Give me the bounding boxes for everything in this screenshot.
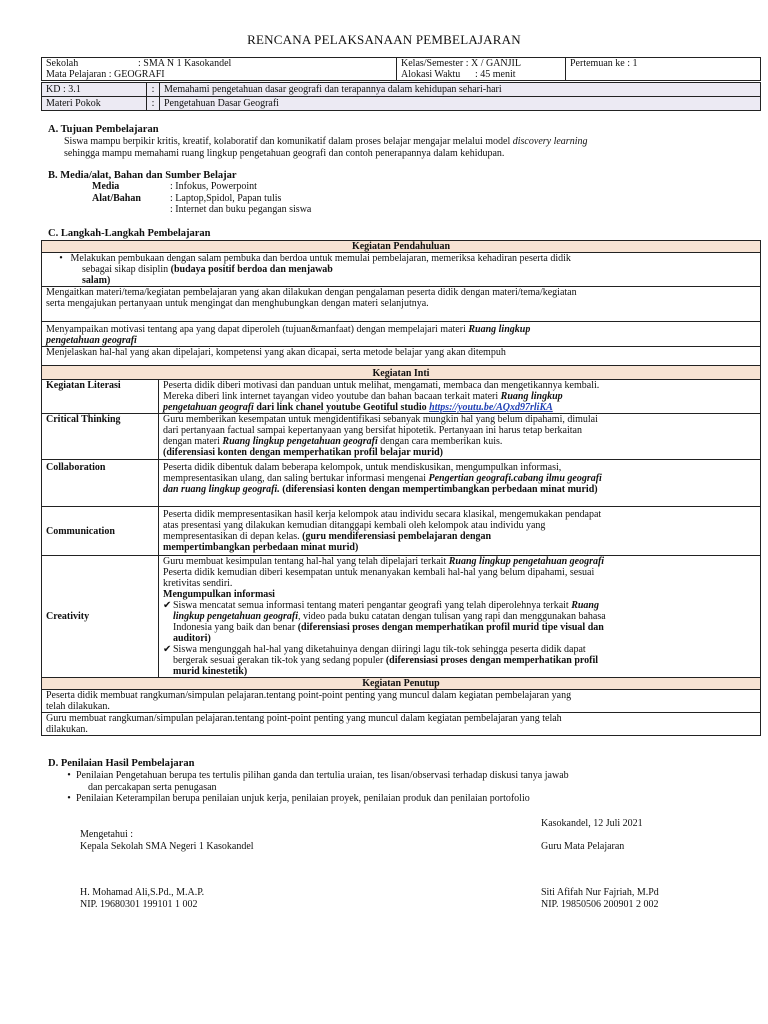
pendahuluan-band: Kegiatan Pendahuluan xyxy=(42,241,761,253)
cre4: Mengumpulkan informasi xyxy=(163,589,275,600)
kepsek-nip: NIP. 19680301 199101 1 002 xyxy=(80,899,198,910)
kepsek-name: H. Mohamad Ali,S.Pd., M.A.P. xyxy=(80,887,205,898)
identity-table xyxy=(41,57,761,81)
mengetahui: Mengetahui : xyxy=(80,829,134,840)
lit2b: Ruang lingkup xyxy=(500,391,563,402)
pendahuluan-row-1 xyxy=(42,253,761,287)
p1d: salam) xyxy=(82,275,111,286)
guru-title: Guru Mata Pelajaran xyxy=(541,841,625,852)
mapel-value: : GEOGRAFI xyxy=(108,69,165,80)
lit3b: dari link chanel youtube Geotiful studio xyxy=(256,402,427,413)
communication-label: Communication xyxy=(42,507,159,556)
p4: Menjelaskan hal-hal yang akan dipelajari, kompetensi yang akan dicapai, serta metode belajar yang akan ditempuh xyxy=(46,347,506,358)
p2a: Mengaitkan materi/tema/kegiatan pembelajaran yang akan dilakukan dengan pengalaman peserta didik dengan materi/tema/kegiatan xyxy=(46,287,577,298)
com3b: (guru mendiferensiasi pembelajaran dengan xyxy=(302,531,492,542)
creativity-label: Creativity xyxy=(42,556,159,678)
d1b: dan percakapan serta penugasan xyxy=(88,781,217,793)
inti-band: Kegiatan Inti xyxy=(42,366,761,380)
lit3a: pengetahuan geografi xyxy=(163,402,254,413)
pen1a: Peserta didik membuat rangkuman/simpulan pelajaran.tentang point-point penting yang muncul dalam kegiatan pembelajaran yang xyxy=(46,690,572,701)
com1: Peserta didik mempresentasikan hasil kerja kelompok atau individu secara klasikal, mengemukakan pendapat xyxy=(163,509,602,520)
penutup-row-1 xyxy=(42,690,761,713)
section-b-title: B. Media/alat, Bahan dan Sumber Belajar xyxy=(48,170,237,181)
d2: Penilaian Keterampilan berupa penilaian unjuk kerja, penilaian proyek, penilaian produk dan penilaian portofolio xyxy=(76,793,530,804)
steps-table xyxy=(41,240,761,736)
col3a: dan ruang lingkup geografi. xyxy=(163,484,280,495)
ct3a: dengan materi xyxy=(163,436,220,447)
materi-colon: : xyxy=(147,97,160,111)
kepsek-title: Kepala Sekolah SMA Negeri 1 Kasokandel xyxy=(80,841,254,852)
place-date: Kasokandel, 12 Juli 2021 xyxy=(541,818,643,829)
cre1a: Guru membuat kesimpulan tentang hal-hal yang telah dipelajari terkait xyxy=(163,556,447,567)
col1: Peserta didik dibentuk dalam beberapa kelompok, untuk mendiskusikan, mengumpulkan informasi, xyxy=(163,462,562,473)
pendahuluan-row-3 xyxy=(42,322,761,347)
section-b-body xyxy=(92,181,492,216)
alokasi-label: Alokasi Waktu xyxy=(401,69,461,80)
cre6b: , video pada buku catatan dengan tulisan yang rapi dan menggunakan bahasa xyxy=(298,611,606,622)
cell-sekolah-mapel xyxy=(42,58,397,81)
kd-table xyxy=(41,82,761,111)
alat-value-1: : Laptop,Spidol, Papan tulis xyxy=(170,192,282,204)
cre8: auditori) xyxy=(173,633,211,644)
cre7a: Indonesia yang baik dan benar xyxy=(173,622,296,633)
alat-label: Alat/Bahan xyxy=(92,192,141,204)
kd-colon: : xyxy=(147,83,160,97)
p3b: Ruang lingkup xyxy=(468,324,531,335)
materi-label: Materi Pokok xyxy=(42,97,147,111)
cell-kelas-alokasi xyxy=(397,58,566,81)
cre3: kretivitas sendiri. xyxy=(163,578,233,589)
pendahuluan-row-4 xyxy=(42,347,761,366)
sekolah-label: Sekolah xyxy=(46,58,79,69)
critical-thinking-content xyxy=(159,414,761,460)
section-d-body xyxy=(62,770,762,805)
media-value: : Infokus, Powerpoint xyxy=(170,181,257,192)
communication-content xyxy=(159,507,761,556)
tujuan-line2: sehingga mampu memahami ruang lingkup pengetahuan geografi dan contoh penerapannya dalam kehidupan. xyxy=(64,147,505,159)
cre10b: (diferensiasi proses dengan memperhatikan profil xyxy=(385,655,599,666)
lit2a: Mereka diberi link internet tayangan video youtube dan bahan bacaan terkait materi xyxy=(163,391,499,402)
penutup-band: Kegiatan Penutup xyxy=(42,678,761,690)
p1b: sebagai sikap disiplin xyxy=(82,264,169,275)
lit1: Peserta didik diberi motivasi dan panduan untuk melihat, mengamati, membaca dan mengetikannya kembali. xyxy=(163,380,600,391)
ct4: (diferensiasi konten dengan memperhatikan profil belajar murid) xyxy=(163,447,444,458)
kd-value: Memahami pengetahuan dasar geografi dan terapannya dalam kehidupan sehari-hari xyxy=(160,83,761,97)
cre10a: bergerak sesuai gerakan tik-tok yang sedang populer xyxy=(173,655,384,666)
cre1b: Ruang lingkup pengetahuan geografi xyxy=(448,556,605,567)
ct3c: dengan cara memberikan kuis. xyxy=(380,436,503,447)
col3b: (diferensiasi konten dengan mempertimbangkan perbedaan minat murid) xyxy=(282,484,598,495)
checkmark-icon: ✔ xyxy=(163,600,172,611)
col2b: Pengertian geografi.cabang ilmu geografi xyxy=(428,473,602,484)
p1c: (budaya positif berdoa dan menjawab xyxy=(170,264,333,275)
creativity-content xyxy=(159,556,761,678)
p2b: serta mengajukan pertanyaan untuk mengingat dan menghubungkan dengan materi selanjutnya. xyxy=(46,298,429,309)
bullet-icon: • xyxy=(59,253,63,264)
ct3b: Ruang lingkup pengetahuan geografi xyxy=(222,436,378,447)
media-label: Media xyxy=(92,181,120,192)
kd-label: KD : 3.1 xyxy=(42,83,147,97)
pertemuan: Pertemuan ke : 1 xyxy=(570,58,638,69)
section-a-title: A. Tujuan Pembelajaran xyxy=(48,124,159,135)
materi-value: Pengetahuan Dasar Geografi xyxy=(160,97,761,111)
p3a: Menyampaikan motivasi tentang apa yang dapat diperoleh (tujuan&manfaat) dengan mempelajari materi xyxy=(46,324,466,335)
kelas-semester: Kelas/Semester : X / GANJIL xyxy=(401,58,521,69)
pen2b: dilakukan. xyxy=(46,724,88,735)
cre5b: Ruang xyxy=(571,600,599,611)
tujuan-line1: Siswa mampu berpikir kritis, kreatif, kolaboratif dan komunikatif dalam proses belajar mengajar melalui model xyxy=(64,136,511,147)
pen1b: telah dilakukan. xyxy=(46,701,110,712)
mapel-label: Mata Pelajaran xyxy=(46,69,107,80)
ct1: Guru memberikan kesempatan untuk mengidentifikasi sebanyak mungkin hal yang belum dipahami, dimulai xyxy=(163,414,598,425)
bullet-icon: • xyxy=(67,770,71,781)
com4: mempertimbangkan perbedaan minat murid) xyxy=(163,542,359,553)
pendahuluan-row-2 xyxy=(42,287,761,322)
cre5a: Siswa mencatat semua informasi tentang materi pengantar geografi yang telah diperolehnya terkait xyxy=(173,600,569,611)
critical-thinking-label: Critical Thinking xyxy=(42,414,159,460)
guru-name: Siti Afifah Nur Fajriah, M.Pd xyxy=(541,887,659,898)
col2a: mempresentasikan ulang, dan saling bertukar informasi mengenai xyxy=(163,473,426,484)
d1a: Penilaian Pengetahuan berupa tes tertulis pilihan ganda dan tertulia uraian, tes lisan/observasi terhadap diskusi tanya jawab xyxy=(76,770,569,781)
bullet-icon: • xyxy=(67,793,71,804)
literasi-content xyxy=(159,380,761,414)
cell-pertemuan xyxy=(566,58,761,81)
penutup-row-2 xyxy=(42,713,761,736)
alat-value-2: : Internet dan buku pegangan siswa xyxy=(170,204,312,215)
p3c: pengetahuan geografi xyxy=(46,335,137,346)
collaboration-label: Collaboration xyxy=(42,460,159,507)
section-d-title: D. Penilaian Hasil Pembelajaran xyxy=(48,758,195,769)
section-a-body xyxy=(64,136,744,159)
section-c-title: C. Langkah-Langkah Pembelajaran xyxy=(48,228,211,239)
literasi-label: Kegiatan Literasi xyxy=(42,380,159,414)
com2: atas presentasi yang dilakukan kemudian ditanggapi kembali oleh kelompok atau individu yang xyxy=(163,520,546,531)
youtube-link[interactable]: https://youtu.be/AQxd97rliKA xyxy=(429,402,553,413)
ct2: dari pertanyaan factual sampai kepertanyaan yang bersifat hipotetik. Pertanyaan ini harus tetap berkaitan xyxy=(163,425,582,436)
cre11: murid kinestetik) xyxy=(173,666,248,677)
collaboration-content xyxy=(159,460,761,507)
alokasi-value: : 45 menit xyxy=(475,69,516,80)
document-title: RENCANA PELAKSANAAN PEMBELAJARAN xyxy=(247,32,521,47)
com3a: mempresentasikan di depan kelas. xyxy=(163,531,300,542)
p1a: Melakukan pembukaan dengan salam pembuka dan berdoa untuk memulai pembelajaran, memeriksa kehadiran peserta didik xyxy=(70,253,571,264)
checkmark-icon: ✔ xyxy=(163,644,172,655)
guru-nip: NIP. 19850506 200901 2 002 xyxy=(541,899,659,910)
cre7b: (diferensiasi proses dengan memperhatikan profil murid tipe visual dan xyxy=(297,622,604,633)
tujuan-model: discovery learning xyxy=(512,136,588,147)
sekolah-value: : SMA N 1 Kasokandel xyxy=(138,58,232,69)
cre6a: lingkup pengetahuan geografi xyxy=(173,611,299,622)
cre9: Siswa mengunggah hal-hal yang diketahuinya dengan diiringi lagu tik-tok sehingga peserta didik dapat xyxy=(173,644,586,655)
cre2: Peserta didik kemudian diberi kesempatan untuk menanyakan kembali hal-hal yang belum dipahami, sesuai xyxy=(163,567,595,578)
pen2a: Guru membuat rangkuman/simpulan pelajaran.tentang point-point penting yang muncul dalam kegiatan pembelajaran yang telah xyxy=(46,713,562,724)
